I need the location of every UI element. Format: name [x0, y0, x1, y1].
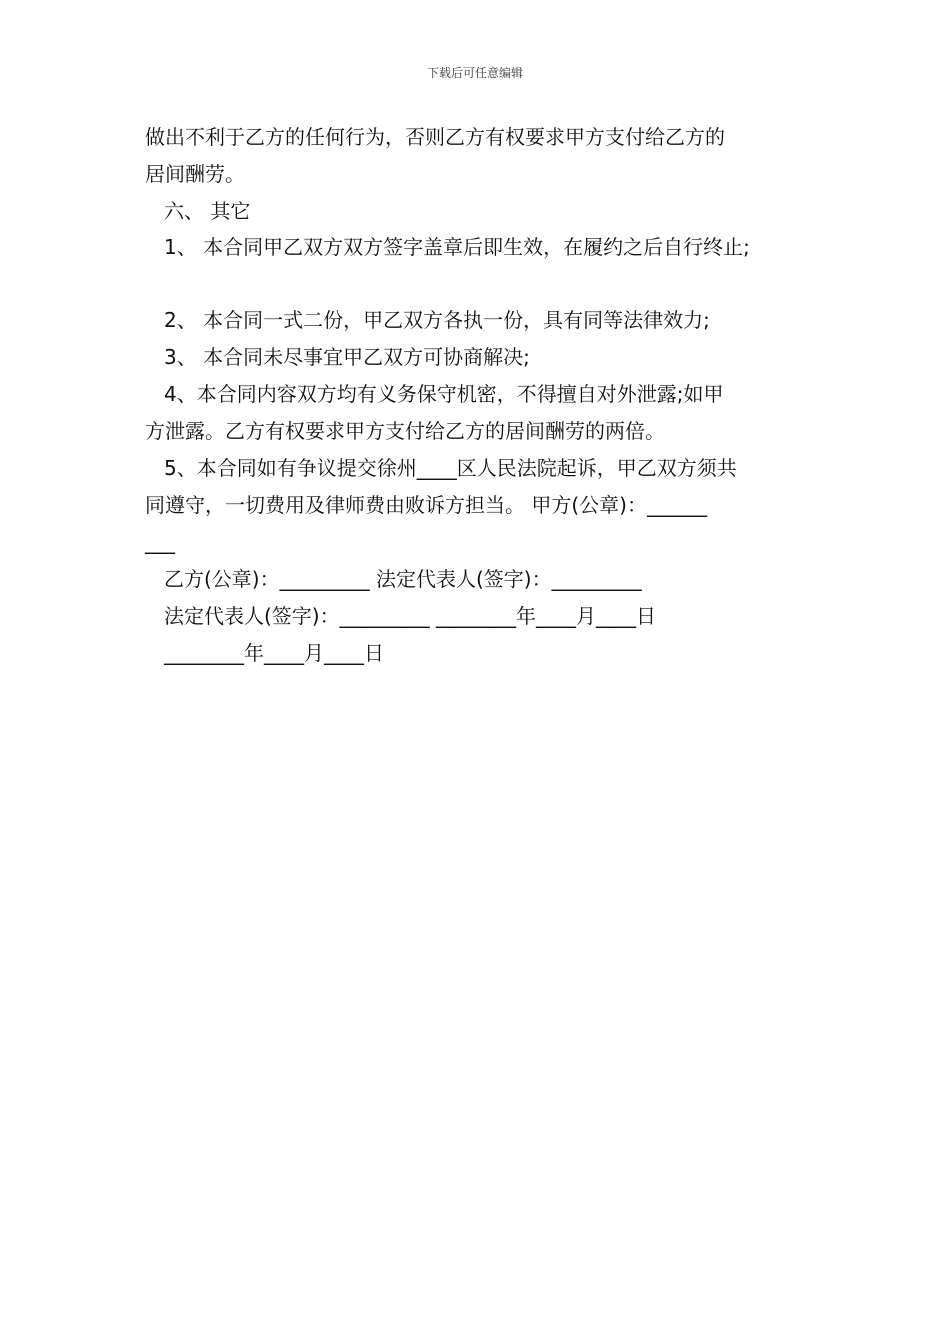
signature-blank-continued: ___ — [145, 530, 175, 554]
clause-1: 1、 本合同甲乙双方双方签字盖章后即生效，在履约之后自行终止; — [164, 235, 750, 259]
clause-4-line-2: 方泄露。乙方有权要求甲方支付给乙方的居间酬劳的两倍。 — [145, 419, 665, 443]
body-line-2: 居间酬劳。 — [145, 162, 245, 186]
section-heading: 六、 其它 — [164, 199, 251, 223]
clause-4-line-1: 4、本合同内容双方均有义务保守机密，不得擅自对外泄露;如甲 — [164, 382, 724, 406]
body-line-1: 做出不利于乙方的任何行为，否则乙方有权要求甲方支付给乙方的 — [145, 125, 725, 149]
signature-line-party-b: 乙方(公章)：_________ 法定代表人(签字)：_________ — [164, 567, 642, 591]
clause-3: 3、 本合同未尽事宜甲乙双方可协商解决; — [164, 345, 530, 369]
clause-2: 2、 本合同一式二份，甲乙双方各执一份，具有同等法律效力; — [164, 308, 710, 332]
page-header: 下载后可任意编辑 — [426, 66, 523, 80]
clause-5-line-1: 5、本合同如有争议提交徐州____区人民法院起诉，甲乙双方须共 — [164, 456, 737, 480]
signature-line-legal-rep: 法定代表人(签字)：_________ ________年____月____日 — [164, 604, 656, 628]
clause-5-line-2: 同遵守，一切费用及律师费由败诉方担当。 甲方(公章)：______ — [145, 493, 707, 517]
signature-date-line: ________年____月____日 — [164, 641, 384, 665]
